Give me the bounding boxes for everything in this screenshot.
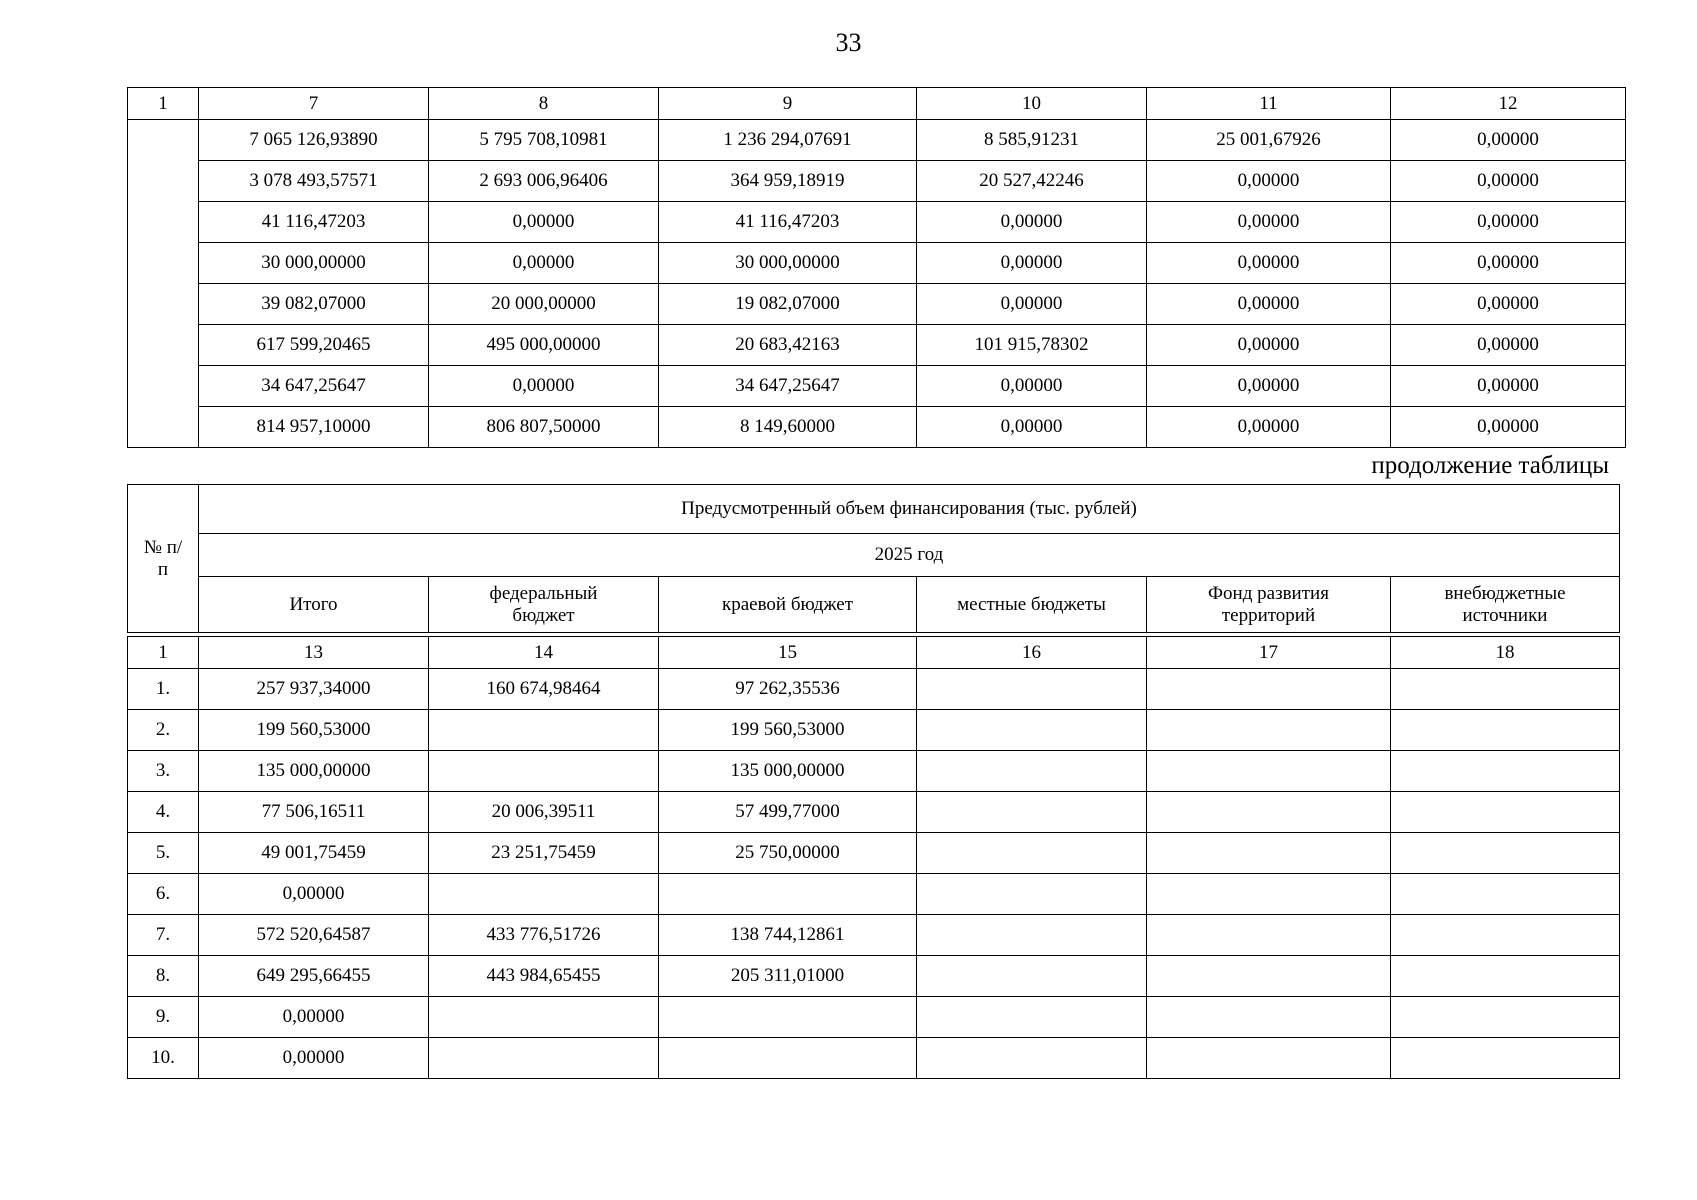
table-cell [659,874,917,915]
row-number: 4. [128,792,199,833]
table-cell: 7 065 126,93890 [199,120,429,161]
table-cell: 495 000,00000 [429,325,659,366]
table-cell: 0,00000 [1147,407,1391,448]
table-cell: 0,00000 [1391,243,1626,284]
table-cell: 49 001,75459 [199,833,429,874]
column-index: 12 [1391,88,1626,120]
table-cell: 135 000,00000 [199,751,429,792]
table-cell: 41 116,47203 [659,202,917,243]
table-row [128,325,1626,366]
table-cell [1147,956,1391,997]
table-cell: 101 915,78302 [917,325,1147,366]
table-row [128,956,1620,997]
table-cell: 0,00000 [917,366,1147,407]
column-header: краевой бюджет [659,577,917,633]
column-index: 8 [429,88,659,120]
column-header: Итого [199,577,429,633]
table-cell [1147,1038,1391,1079]
table-cell: 23 251,75459 [429,833,659,874]
table-cell: 433 776,51726 [429,915,659,956]
table-cell: 0,00000 [1391,407,1626,448]
table-row [128,915,1620,956]
table-cell [1147,915,1391,956]
table-cell: 0,00000 [1391,284,1626,325]
year-header: 2025 год [199,534,1620,577]
table-cell: 0,00000 [1391,366,1626,407]
table-cell [917,833,1147,874]
table-cell [1147,792,1391,833]
table-cell: 443 984,65455 [429,956,659,997]
table-cell: 30 000,00000 [199,243,429,284]
table-cell: 41 116,47203 [199,202,429,243]
table-cell: 0,00000 [1391,120,1626,161]
table-cell: 20 683,42163 [659,325,917,366]
table-cell: 1 236 294,07691 [659,120,917,161]
row-number: 7. [128,915,199,956]
financing-volume-header: Предусмотренный объем финансирования (тыс. рублей) [199,485,1620,534]
table-cell [429,1038,659,1079]
table-row [128,284,1626,325]
table-row [128,874,1620,915]
table-cell [429,710,659,751]
column-index: 14 [429,637,659,669]
row-number: 2. [128,710,199,751]
table-row [128,1038,1620,1079]
table-cell: 0,00000 [1147,243,1391,284]
table-cell [917,997,1147,1038]
table-cell [1147,874,1391,915]
table-cell: 572 520,64587 [199,915,429,956]
table-cell: 0,00000 [1147,366,1391,407]
table-row [128,161,1626,202]
row-number-header: № п/п [128,485,199,633]
table-cell: 0,00000 [1147,202,1391,243]
table-cell: 5 795 708,10981 [429,120,659,161]
table-cell: 0,00000 [1147,325,1391,366]
row-number: 8. [128,956,199,997]
column-index-row [128,88,1626,120]
continuation-label: продолжение таблицы [1371,452,1609,479]
table-cell: 617 599,20465 [199,325,429,366]
table-cell [917,669,1147,710]
table-cell: 160 674,98464 [429,669,659,710]
financing-2025-table [127,484,1620,1079]
table-cell: 205 311,01000 [659,956,917,997]
page-number: 33 [835,28,862,57]
table-cell [1391,751,1620,792]
table-cell [1391,669,1620,710]
table-cell: 364 959,18919 [659,161,917,202]
table-cell [429,997,659,1038]
table-cell: 0,00000 [1391,325,1626,366]
column-index: 1 [128,637,199,669]
table-cell [917,1038,1147,1079]
table-cell [659,1038,917,1079]
table-cell: 0,00000 [1391,202,1626,243]
column-index: 7 [199,88,429,120]
table-cell: 0,00000 [917,284,1147,325]
table-cell [917,956,1147,997]
column-header: внебюджетные источники [1391,577,1620,633]
table-cell: 0,00000 [1147,161,1391,202]
table-cell: 0,00000 [1391,161,1626,202]
table-cell: 199 560,53000 [199,710,429,751]
table-cell [659,997,917,1038]
table-cell: 34 647,25647 [659,366,917,407]
column-header: федеральный бюджет [429,577,659,633]
table-row [128,669,1620,710]
column-header: местные бюджеты [917,577,1147,633]
table-cell: 57 499,77000 [659,792,917,833]
table-cell [1147,710,1391,751]
table-cell: 0,00000 [429,202,659,243]
column-header: Фонд развития территорий [1147,577,1391,633]
table-cell: 77 506,16511 [199,792,429,833]
column-index: 15 [659,637,917,669]
table-cell [917,915,1147,956]
table-cell: 199 560,53000 [659,710,917,751]
table-cell [1391,915,1620,956]
table-cell [1147,751,1391,792]
row-number: 6. [128,874,199,915]
table-cell [1147,833,1391,874]
table-cell [917,710,1147,751]
table-cell [429,751,659,792]
table-cell [1391,874,1620,915]
column-index: 1 [128,88,199,120]
table-row [128,366,1626,407]
table-cell: 0,00000 [917,202,1147,243]
budget-table-continued [127,87,1626,448]
table-cell: 25 001,67926 [1147,120,1391,161]
table-cell: 19 082,07000 [659,284,917,325]
table-cell [917,792,1147,833]
table-cell: 97 262,35536 [659,669,917,710]
table-cell: 39 082,07000 [199,284,429,325]
row-number: 9. [128,997,199,1038]
table-cell: 806 807,50000 [429,407,659,448]
table-cell: 20 006,39511 [429,792,659,833]
merged-number-cell [128,120,199,448]
table-cell: 135 000,00000 [659,751,917,792]
column-index: 18 [1391,637,1620,669]
table-cell: 25 750,00000 [659,833,917,874]
table-cell [1391,956,1620,997]
table-cell [1391,997,1620,1038]
column-index: 10 [917,88,1147,120]
table-cell [917,751,1147,792]
column-index: 11 [1147,88,1391,120]
table-cell [1147,669,1391,710]
table-row [128,407,1626,448]
table-cell: 0,00000 [1147,284,1391,325]
row-number: 5. [128,833,199,874]
table-row [128,202,1626,243]
table-cell: 8 149,60000 [659,407,917,448]
table-row [128,710,1620,751]
table-cell: 0,00000 [199,1038,429,1079]
table-row [128,792,1620,833]
column-index: 13 [199,637,429,669]
row-number: 10. [128,1038,199,1079]
table-cell: 0,00000 [917,243,1147,284]
column-index: 16 [917,637,1147,669]
column-index: 17 [1147,637,1391,669]
table-cell: 20 527,42246 [917,161,1147,202]
table-cell: 0,00000 [429,366,659,407]
table-cell: 30 000,00000 [659,243,917,284]
table-cell: 649 295,66455 [199,956,429,997]
table-cell: 20 000,00000 [429,284,659,325]
table-cell [429,874,659,915]
row-number: 3. [128,751,199,792]
table-cell: 0,00000 [199,997,429,1038]
table-cell [1391,1038,1620,1079]
table-cell [1391,710,1620,751]
table-cell: 0,00000 [917,407,1147,448]
table-row [128,997,1620,1038]
table-cell: 257 937,34000 [199,669,429,710]
table-cell: 0,00000 [199,874,429,915]
table-cell: 0,00000 [429,243,659,284]
table-cell [917,874,1147,915]
table-cell: 34 647,25647 [199,366,429,407]
table-row [128,120,1626,161]
table-cell [1391,833,1620,874]
table-cell: 3 078 493,57571 [199,161,429,202]
table-cell: 8 585,91231 [917,120,1147,161]
table-row [128,833,1620,874]
table-cell: 2 693 006,96406 [429,161,659,202]
table-cell: 814 957,10000 [199,407,429,448]
table-row [128,243,1626,284]
table-cell: 138 744,12861 [659,915,917,956]
column-index-row [128,637,1620,669]
table-row [128,751,1620,792]
column-index: 9 [659,88,917,120]
table-cell [1391,792,1620,833]
table-cell [1147,997,1391,1038]
row-number: 1. [128,669,199,710]
